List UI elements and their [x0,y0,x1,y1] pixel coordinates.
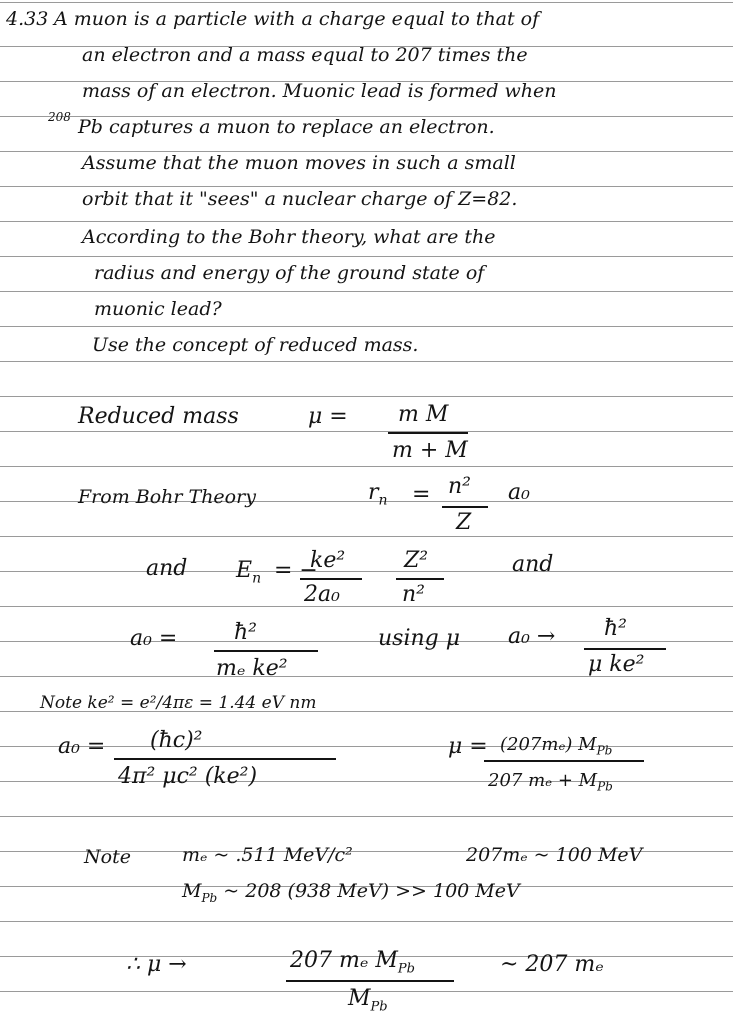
a0-expr-numerator: (ħc)² [150,728,203,753]
energy-denominator-1: 2a₀ [304,582,340,607]
energy-fraction-bar-1 [300,578,362,580]
conclusion-denominator-text: M [348,986,371,1011]
note-lead-mass-rest: ~ 208 (938 MeV) >> 100 MeV [217,880,520,902]
conclusion-denominator [348,986,388,1020]
a0-def-denominator: mₑ ke² [216,656,288,681]
mu-expr-numerator [500,732,612,764]
bohr-radius-fraction-bar [442,506,488,508]
a0-def-fraction-bar [214,650,318,652]
bohr-radius-equals: = [412,482,431,507]
reduced-mass-denominator: m + M [392,438,468,463]
a0-mu-numerator: ħ² [604,616,627,641]
problem-line-2: an electron and a mass equal to 207 times the [82,44,528,66]
bohr-radius-factor: a₀ [508,480,530,505]
conclusion-result: ~ 207 mₑ [500,952,604,977]
bohr-radius-symbol: r [368,480,379,505]
energy-numerator-1: ke² [310,548,346,573]
conclusion-fraction-bar [286,980,454,982]
energy-equals: = − [274,558,318,583]
problem-line-3: mass of an electron. Muonic lead is formed when [82,80,557,102]
energy-denominator-2: n² [402,582,425,607]
mu-expr-numerator-sub: Pb [596,743,613,758]
problem-line-8: radius and energy of the ground state of [94,262,485,284]
note-lead-mass [182,878,520,911]
note-ke2: Note ke² = e²/4πε = 1.44 eV nm [40,693,317,713]
energy-symbol: E [236,558,253,583]
note-lead-mass-symbol: M [182,880,202,902]
energy-numerator-2: Z² [404,548,429,573]
problem-number: 4.33 [6,8,49,30]
conclusion-numerator-text: 207 mₑ M [290,948,398,973]
problem-line-1: A muon is a particle with a charge equal to that of [54,8,540,30]
energy-subscript: n [252,570,262,587]
problem-line-10: Use the concept of reduced mass. [92,334,419,356]
mu-expr-denominator-sub: Pb [597,779,613,794]
energy-and-right: and [512,552,554,577]
reduced-mass-numerator: m M [398,402,449,427]
mu-expr-lhs: μ = [448,734,488,759]
conclusion-denominator-sub: Pb [370,999,388,1015]
a0-mu-denominator: μ ke² [588,652,645,677]
energy-fraction-bar-2 [396,578,444,580]
reduced-mass-fraction-bar [388,432,468,434]
mu-expr-denominator [488,768,613,800]
problem-line-9: muonic lead? [94,298,222,320]
note-electron-mass: mₑ ~ .511 MeV/c² [182,844,353,866]
energy-and-label: and [146,556,188,581]
mu-expr-numerator-text: (207mₑ) M [500,734,597,755]
bohr-radius-numerator: n² [448,474,471,499]
reduced-mass-lhs: μ = [308,404,348,429]
bohr-theory-label: From Bohr Theory [78,486,256,508]
bohr-radius-lhs [368,480,388,513]
problem-line-4: Pb captures a muon to replace an electron. [78,116,495,138]
mu-expr-denominator-text: 207 mₑ + M [488,770,598,791]
isotope-mass-number: 208 [48,110,71,124]
bohr-radius-denominator: Z [456,510,472,535]
note-lead-mass-sub: Pb [201,890,218,905]
problem-line-7: According to the Bohr theory, what are the [82,226,496,248]
a0-def-lhs: a₀ = [130,626,178,651]
a0-def-numerator: ħ² [234,620,257,645]
a0-mu-fraction-bar [584,648,666,650]
problem-line-5: Assume that the muon moves in such a small [82,152,516,174]
note-207-me: 207mₑ ~ 100 MeV [466,844,643,866]
a0-using-mu: using μ [378,626,461,651]
a0-expr-lhs: a₀ = [58,734,106,759]
a0-expr-denominator: 4π² μc² (ke²) [118,764,258,789]
a0-expr-fraction-bar [114,758,336,760]
conclusion-numerator [290,948,415,982]
problem-line-6: orbit that it "sees" a nuclear charge of Z=82. [82,188,518,210]
mu-expr-fraction-bar [484,760,644,762]
energy-lhs [236,558,261,591]
conclusion-therefore: ∴ μ → [126,952,187,977]
a0-arrow: a₀ → [508,624,556,649]
bohr-radius-subscript: n [378,492,388,509]
conclusion-numerator-sub: Pb [397,961,415,977]
reduced-mass-label: Reduced mass [78,404,239,429]
note-label: Note [84,846,131,868]
